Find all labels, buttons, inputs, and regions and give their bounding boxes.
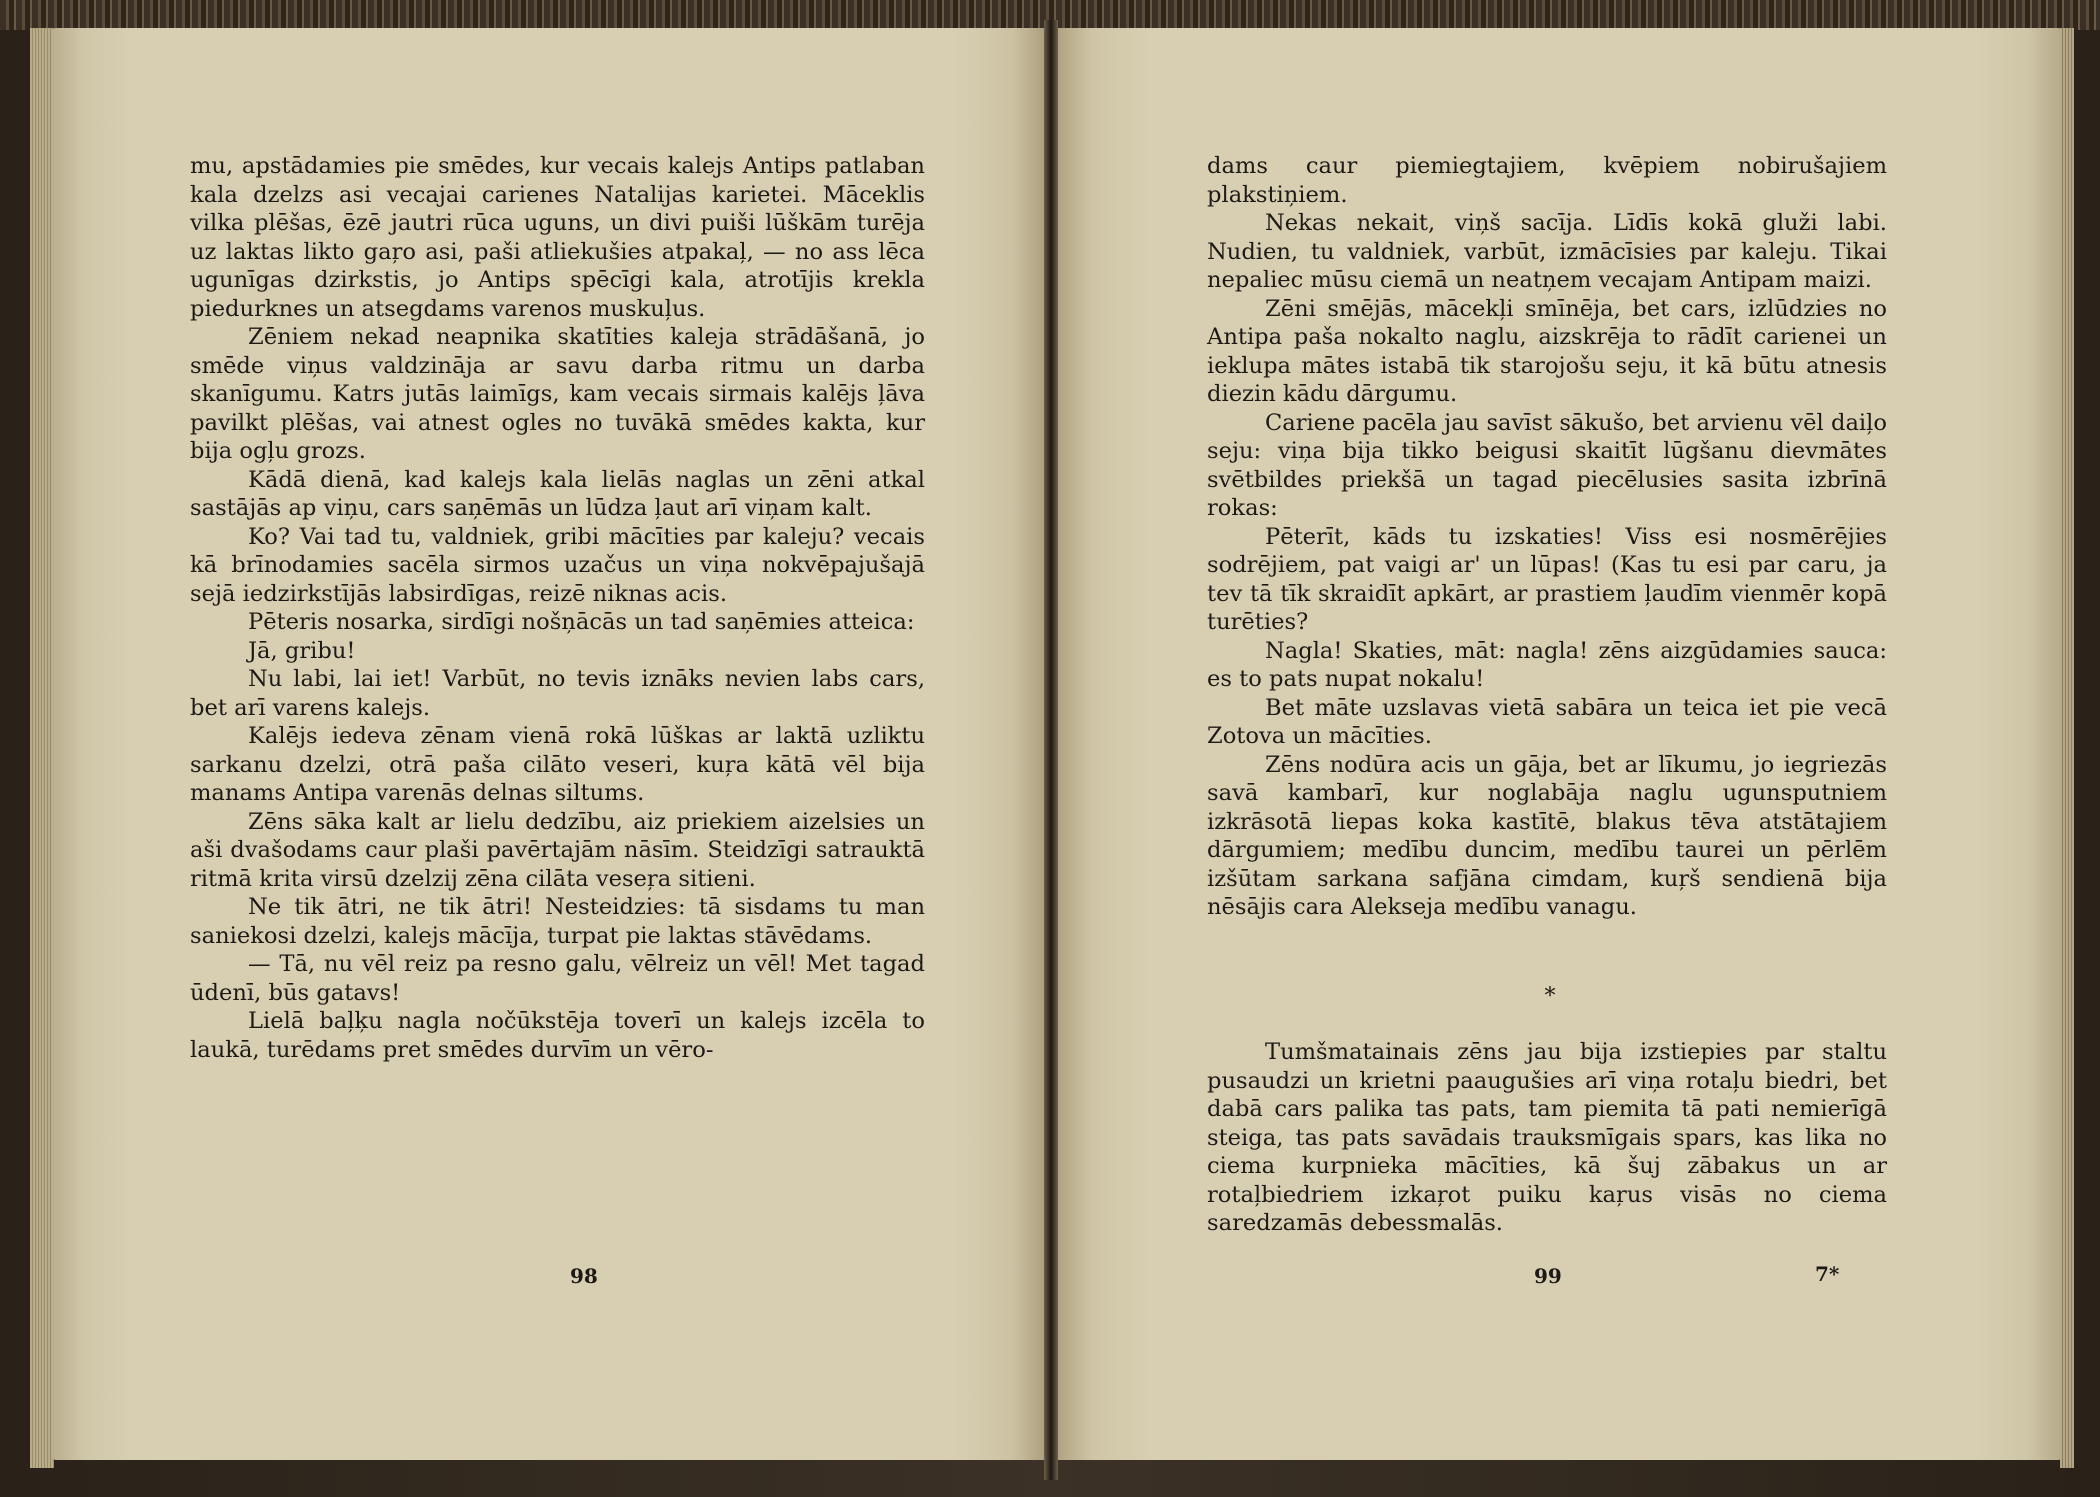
paragraph: Bet māte uzslavas vietā sabāra un teica iet pie vecā Zotova un mācīties. xyxy=(1207,694,1887,749)
paragraph: Nekas nekait, viņš sacīja. Līdīs kokā gluži labi. Nudien, tu valdniek, varbūt, izmācīsies par kaleju. Tikai nepaliec mūsu ciemā un neatņem vecajam Antipam maizi. xyxy=(1207,210,1887,293)
page-edges-right xyxy=(2060,28,2074,1468)
signature-mark: 7* xyxy=(1815,1262,1840,1286)
paragraph: Ko? Vai tad tu, valdniek, gribi mācīties par kaleju? vecais kā brīnodamies sacēla sirmos uzačus un viņa nokvēpajušajā sejā iedzirkstījās labsirdīgas, reizē niknas acis. xyxy=(190,523,925,607)
paragraph: Zēni smējās, mācekļi smīnēja, bet cars, izlūdzies no Antipa paša nokalto naglu, aizskrēja to rādīt carienei un ieklupa mātes istabā tik starojošu seju, it kā būtu atnesis diezin kādu dārgumu. xyxy=(1207,295,1887,407)
paragraph: dams caur piemiegtajiem, kvēpiem nobirušajiem plakstiņiem. xyxy=(1207,153,1887,208)
paragraph: Cariene pacēla jau savīst sākušo, bet arvienu vēl daiļo seju: viņa bija tikko beigusi skaitīt lūgšanu dievmātes svētbildes priekšā un tagad piecēlusies sasita izbrīnā rokas: xyxy=(1207,409,1887,521)
paragraph: Nagla! Skaties, māt: nagla! zēns aizgūdamies sauca: es to pats nupat nokalu! xyxy=(1207,637,1887,692)
paragraph: Zēns nodūra acis un gāja, bet ar līkumu, jo iegriezās savā kambarī, kur noglabāja naglu ugunsputniem izkrāsotā liepas koka kastītē, blakus tēva atstātajiem dārgumiem; medību duncim, medību taurei un pērlēm izšūtam sarkana safjāna cimdam, kuŗš sendienā bija nēsājis cara Alekseja medību vanagu. xyxy=(1207,751,1887,920)
paragraph: Ne tik ātri, ne tik ātri! Nesteidzies: tā sisdams tu man saniekosi dzelzi, kalejs mācīja, turpat pie laktas stāvēdams. xyxy=(190,894,925,949)
paragraph: Kalējs iedeva zēnam vienā rokā lūškas ar laktā uzliktu sarkanu dzelzi, otrā paša cilāto veseri, kuŗa kātā vēl bija manams Antipa varenās delnas siltums. xyxy=(190,723,925,806)
left-page-text xyxy=(190,152,925,1064)
paragraph: mu, apstādamies pie smēdes, kur vecais kalejs Antips patlaban kala dzelzs asi vecajai carienes Natalijas karietei. Māceklis vilka plēšas, ēzē jautri rūca uguns, un divi puiši lūškām turēja uz laktas likto gaŗo asi, paši atliekušies atpakaļ, — no ass lēca ugunīgas dzirkstis, jo Antips spēcīgi kala, atrotījis krekla piedurknes un atsegdams varenos muskuļus. xyxy=(190,153,925,322)
paragraph: Jā, gribu! xyxy=(248,637,356,664)
section-separator: * xyxy=(1544,984,1556,1009)
paragraph: Zēniem nekad neapnika skatīties kaleja strādāšanā, jo smēde viņus valdzināja ar savu darba ritmu un darba skanīgumu. Katrs jutās laimīgs, kam vecais sirmais kalējs ļāva pavilkt plēšas, vai atnest ogles no tuvākā smēdes kakta, kur bija ogļu grozs. xyxy=(190,324,925,464)
paragraph: — Tā, nu vēl reiz pa resno galu, vēlreiz un vēl! Met tagad ūdenī, būs gatavs! xyxy=(190,951,925,1006)
paragraph: Pēteris nosarka, sirdīgi nošņācās un tad saņēmies atteica: xyxy=(248,609,915,635)
paragraph: Nu labi, lai iet! Varbūt, no tevis iznāks nevien labs cars, bet arī varens kalejs. xyxy=(190,666,925,721)
right-page-text-continued xyxy=(1207,1038,1887,1238)
paragraph: Zēns sāka kalt ar lielu dedzību, aiz priekiem aizelsies un aši dvašodams caur plaši pavērtajām nāsīm. Steidzīgi satrauktā ritmā krita virsū dzelzij zēna cilāta veseŗa sitieni. xyxy=(190,808,925,892)
paragraph: Lielā baļķu nagla nočūkstēja toverī un kalejs izcēla to laukā, turēdams pret smēdes durvīm un vēro- xyxy=(190,1008,925,1063)
page-number-right: 99 xyxy=(1534,1264,1562,1288)
book-gutter xyxy=(1044,20,1058,1480)
page-edges-left xyxy=(30,28,54,1468)
right-page-text xyxy=(1207,152,1887,922)
paragraph: Kādā dienā, kad kalejs kala lielās naglas un zēni atkal sastājās ap viņu, cars saņēmās un lūdza ļaut arī viņam kalt. xyxy=(190,466,925,521)
paragraph: Tumšmatainais zēns jau bija izstiepies par staltu pusaudzi un krietni paaugušies arī viņa rotaļu biedri, bet dabā cars palika tas pats, tam piemita tā pati nemierīgā steiga, tas pats savādais trauksmīgais spars, kas lika no ciema kurpnieka mācīties, kā šuj zābakus un ar rotaļbiedriem izkaŗot puiku kaŗus visās no ciema saredzamās debessmalās. xyxy=(1207,1039,1887,1236)
page-number-left: 98 xyxy=(570,1264,598,1288)
paragraph: Pēterīt, kāds tu izskaties! Viss esi nosmērējies sodrējiem, pat vaigi ar' un lūpas! (Kas tu esi par caru, ja tev tā tīk skraidīt apkārt, ar prastiem ļaudīm vienmēr kopā turēties? xyxy=(1207,523,1887,635)
